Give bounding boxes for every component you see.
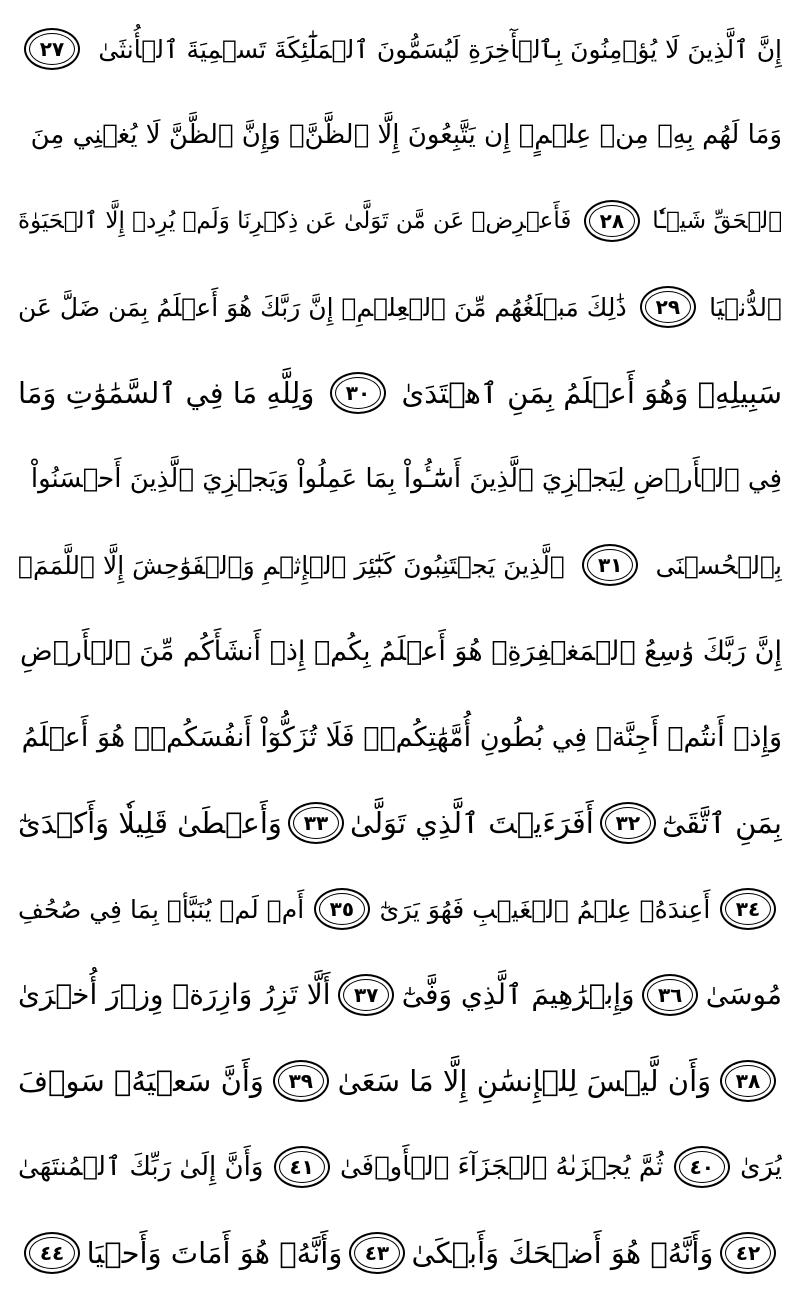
- verse-text: وَأَنَّهُۥ هُوَ أَضۡحَكَ وَأَبۡكَىٰ: [411, 1235, 714, 1270]
- verse-text: وَأَنَّ إِلَىٰ رَبِّكَ ٱلۡمُنتَهَىٰ: [18, 1152, 264, 1182]
- verse-number: ٣٨: [735, 1069, 761, 1093]
- text-line: [18, 264, 782, 350]
- verse-number-marker: [640, 286, 696, 328]
- text-line: [18, 178, 782, 264]
- verse-text: وَأَنَّ سَعۡيَهُۥ سَوۡفَ: [18, 1063, 264, 1098]
- verse-number-marker: [274, 1146, 330, 1188]
- verse-text: وَمَا لَهُم بِهِۦ مِنۡ عِلۡمٍۖ إِن يَتَّبِعُونَ إِلَّا ٱلظَّنَّۖ وَإِنَّ ٱلظَّنَّ لَا يُغۡنِي مِنَ: [30, 120, 782, 150]
- verse-number: ٣٩: [288, 1069, 313, 1093]
- verse-number-marker: [584, 200, 640, 242]
- verse-text: وَإِذۡ أَنتُمۡ أَجِنَّةٞ فِي بُطُونِ أُمَّهَٰتِكُمۡۖ فَلَا تُزَكُّوٓاْ أَنفُسَكُمۡۖ هُوَ أَعۡلَمُ: [21, 721, 782, 753]
- verse-number-marker: [674, 1146, 730, 1188]
- verse-text: إِنَّ ٱلَّذِينَ لَا يُؤۡمِنُونَ بِٱلۡأٓخِرَةِ لَيُسَمُّونَ ٱلۡمَلَٰٓئِكَةَ تَسۡمِيَةَ ٱلۡأُنثَىٰ: [98, 34, 782, 64]
- text-line: [18, 6, 782, 92]
- text-line: [18, 866, 782, 952]
- text-line: [18, 522, 782, 608]
- verse-text: وَأَعۡطَىٰ قَلِيلٗا وَأَكۡدَىٰٓ: [18, 805, 282, 840]
- verse-number-marker: [330, 372, 386, 414]
- text-line: [18, 1124, 782, 1210]
- verse-text: ٱلدُّنۡيَا: [709, 292, 782, 322]
- verse-number: ٣١: [598, 553, 623, 577]
- verse-text: وَأَن لَّيۡسَ لِلۡإِنسَٰنِ إِلَّا مَا سَعَىٰ: [337, 1063, 712, 1098]
- verse-number-marker: [273, 1060, 329, 1102]
- verse-text: ٱلَّذِينَ يَجۡتَنِبُونَ كَبَٰٓئِرَ ٱلۡإِثۡمِ وَٱلۡفَوَٰحِشَ إِلَّا ٱللَّمَمَۚ: [18, 550, 565, 580]
- verse-number-marker: [24, 28, 80, 70]
- text-line: [18, 350, 782, 436]
- verse-text: أَمۡ لَمۡ يُنَبَّأۡ بِمَا فِي صُحُفِ: [18, 894, 305, 924]
- verse-number: ٣٢: [615, 811, 641, 835]
- text-line: [18, 1038, 782, 1124]
- verse-text: إِنَّ رَبَّكَ وَٰسِعُ ٱلۡمَغۡفِرَةِۚ هُوَ أَعۡلَمُ بِكُمۡ إِذۡ أَنشَأَكُم مِّنَ ٱلۡأَرۡضِ: [19, 635, 782, 667]
- verse-number: ٤٤: [39, 1241, 65, 1265]
- verse-number-marker: [314, 888, 370, 930]
- verse-text: وَلِلَّهِ مَا فِي ٱلسَّمَٰوَٰتِ وَمَا: [18, 375, 315, 410]
- verse-number: ٣٣: [303, 811, 329, 835]
- verse-text: ٱلۡحَقِّ شَيۡـٔٗا: [652, 207, 782, 234]
- verse-number: ٤٣: [364, 1241, 390, 1265]
- verse-text: فِي ٱلۡأَرۡضِ لِيَجۡزِيَ ٱلَّذِينَ أَسَٰٓـُٔواْ بِمَا عَمِلُواْ وَيَجۡزِيَ ٱلَّذِينَ أَحۡسَنُواْ: [30, 464, 782, 494]
- verse-number: ٢٨: [599, 209, 625, 233]
- text-line: [18, 608, 782, 694]
- verse-text: سَبِيلِهِۦ وَهُوَ أَعۡلَمُ بِمَنِ ٱهۡتَدَىٰ: [401, 375, 782, 410]
- verse-number-marker: [24, 1232, 80, 1274]
- text-line: [18, 780, 782, 866]
- verse-number-marker: [349, 1232, 405, 1274]
- verse-number-marker: [720, 1060, 776, 1102]
- text-line: [18, 92, 782, 178]
- verse-number: ٣٠: [345, 381, 371, 405]
- verse-number-marker: [582, 544, 638, 586]
- verse-text: ثُمَّ يُجۡزَىٰهُ ٱلۡجَزَآءَ ٱلۡأَوۡفَىٰ: [339, 1152, 664, 1182]
- verse-number: ٣٤: [735, 897, 761, 921]
- verse-text: وَأَنَّهُۥ هُوَ أَمَاتَ وَأَحۡيَا: [86, 1235, 343, 1270]
- verse-number-marker: [720, 1232, 776, 1274]
- verse-number: ٣٦: [657, 983, 683, 1007]
- text-line: [18, 1210, 782, 1296]
- text-line: [18, 694, 782, 780]
- verse-number: ٢٩: [655, 295, 681, 319]
- verse-text: بِٱلۡحُسۡنَى: [655, 550, 782, 580]
- verse-number-marker: [642, 974, 698, 1016]
- verse-text: بِمَنِ ٱتَّقَىٰٓ: [661, 805, 782, 840]
- verse-text: أَلَّا تَزِرُ وَازِرَةٞ وِزۡرَ أُخۡرَىٰ: [18, 978, 331, 1011]
- verse-number-marker: [338, 974, 394, 1016]
- verse-text: يُرَىٰ: [740, 1152, 782, 1182]
- verse-text: مُوسَىٰ: [705, 978, 782, 1011]
- verse-text: وَإِبۡرَٰهِيمَ ٱلَّذِي وَفَّىٰٓ: [401, 978, 635, 1011]
- verse-text: أَفَرَءَيۡتَ ٱلَّذِي تَوَلَّىٰ: [350, 805, 594, 840]
- verse-number-marker: [720, 888, 776, 930]
- verse-text: فَأَعۡرِضۡ عَن مَّن تَوَلَّىٰ عَن ذِكۡرِنَا وَلَمۡ يُرِدۡ إِلَّا ٱلۡحَيَوٰةَ: [18, 207, 572, 234]
- verse-number: ٣٧: [353, 983, 379, 1007]
- verse-number: ٤٢: [735, 1241, 761, 1265]
- verse-number: ٢٧: [39, 37, 65, 61]
- verse-number-marker: [288, 802, 344, 844]
- verse-number-marker: [600, 802, 656, 844]
- verse-number: ٤٠: [689, 1155, 714, 1179]
- verse-number: ٤١: [289, 1155, 314, 1179]
- text-line: [18, 436, 782, 522]
- verse-text: أَعِندَهُۥ عِلۡمُ ٱلۡغَيۡبِ فَهُوَ يَرَىٰٓ: [379, 894, 711, 924]
- text-line: [18, 952, 782, 1038]
- verse-text: ذَٰلِكَ مَبۡلَغُهُم مِّنَ ٱلۡعِلۡمِۚ إِنَّ رَبَّكَ هُوَ أَعۡلَمُ بِمَن ضَلَّ عَن: [18, 292, 627, 322]
- verse-number: ٣٥: [329, 897, 355, 921]
